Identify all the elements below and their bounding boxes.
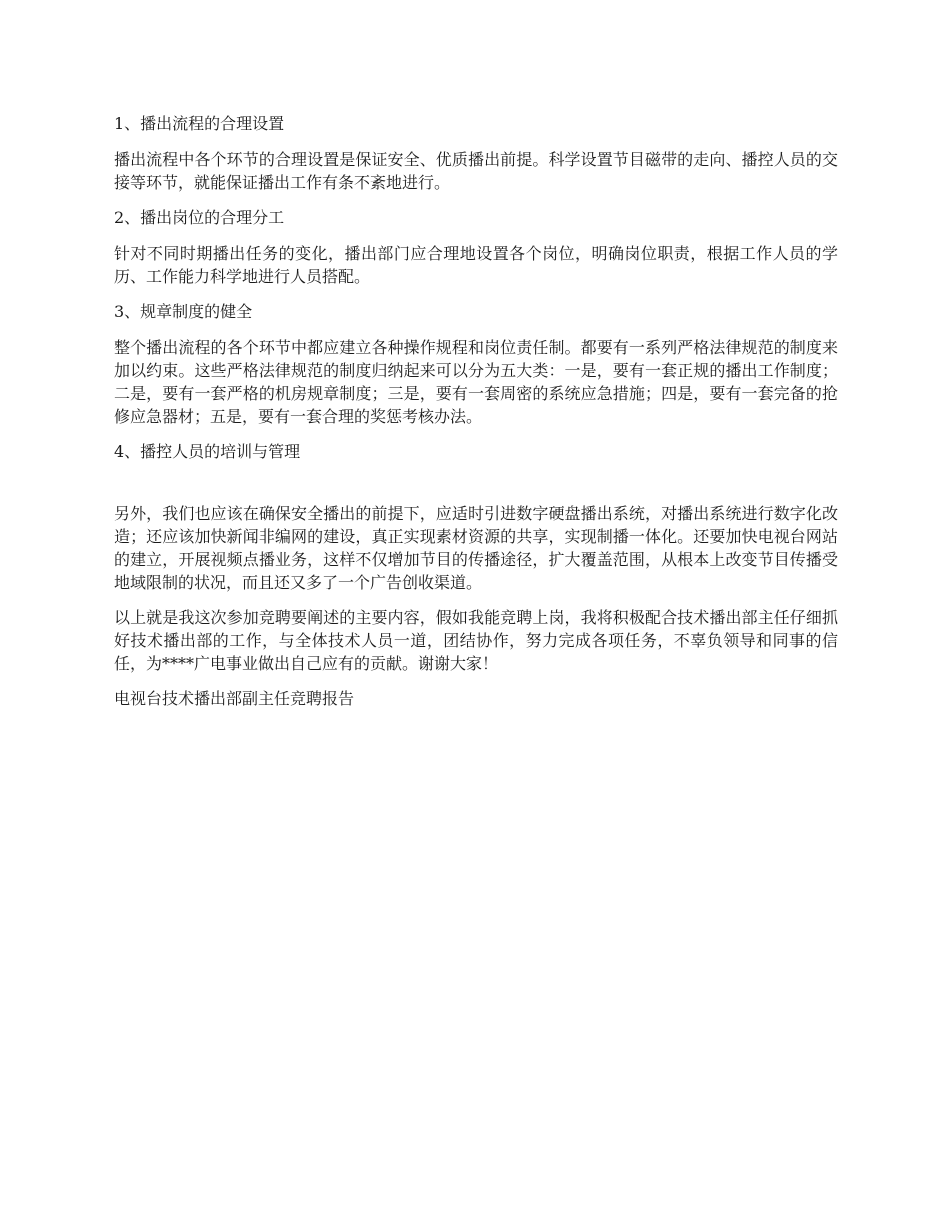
blank-spacer: [114, 476, 838, 502]
closing-paragraph-1: 另外，我们也应该在确保安全播出的前提下，应适时引进数字硬盘播出系统，对播出系统进行数字化改造；还应该加快新闻非编网的建设，真正实现素材资源的共享，实现制播一体化。还要加快电视台网站的建立，开展视频点播业务，这样不仅增加节目的传播途径，扩大覆盖范围，从根本上改变节目传播受地域限制的状况，而且还又多了一个广告创收渠道。: [114, 504, 838, 592]
document-page: [114, 112, 838, 723]
section-heading-1: 1、播出流程的合理设置: [114, 114, 285, 133]
section-body-1: 播出流程中各个环节的合理设置是保证安全、优质播出前提。科学设置节目磁带的走向、播控人员的交接等环节，就能保证播出工作有条不紊地进行。: [114, 150, 838, 192]
section-body-3: 整个播出流程的各个环节中都应建立各种操作规程和岗位责任制。都要有一系列严格法律规范的制度来加以约束。这些严格法律规范的制度归纳起来可以分为五大类：一是，要有一套正规的播出工作制度；二是，要有一套严格的机房规章制度；三是，要有一套周密的系统应急措施；四是，要有一套完备的抢修应急器材；五是，要有一套合理的奖惩考核办法。: [114, 338, 838, 426]
section-heading-4: 4、播控人员的培训与管理: [114, 442, 301, 461]
section-heading-2: 2、播出岗位的合理分工: [114, 208, 285, 227]
footer-title: 电视台技术播出部副主任竞聘报告: [114, 689, 355, 708]
section-body-2: 针对不同时期播出任务的变化，播出部门应合理地设置各个岗位，明确岗位职责，根据工作人员的学历、工作能力科学地进行人员搭配。: [114, 244, 838, 286]
closing-paragraph-2: 以上就是我这次参加竞聘要阐述的主要内容，假如我能竞聘上岗，我将积极配合技术播出部主任仔细抓好技术播出部的工作，与全体技术人员一道，团结协作，努力完成各项任务，不辜负领导和同事的信任，为****广电事业做出自己应有的贡献。谢谢大家！: [114, 608, 838, 673]
section-heading-3: 3、规章制度的健全: [114, 302, 253, 321]
